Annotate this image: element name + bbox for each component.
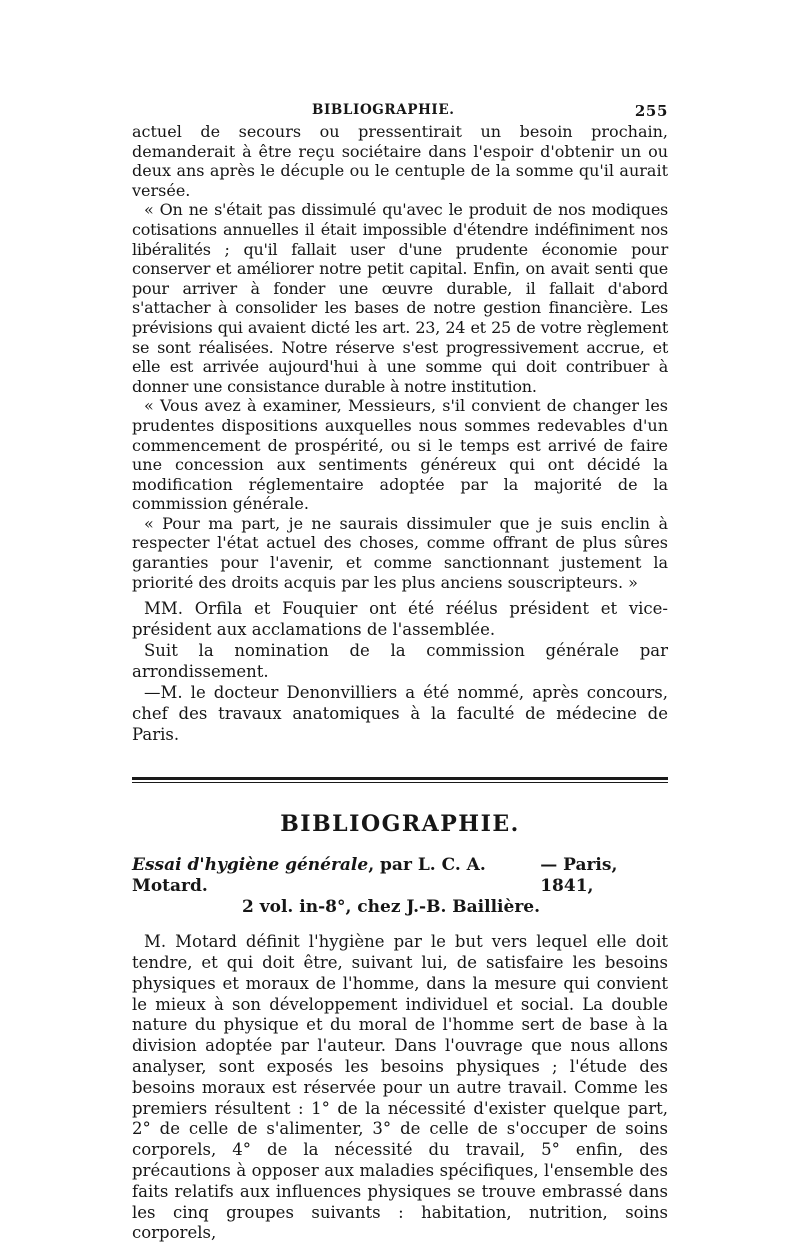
page-number: 255 bbox=[634, 102, 668, 120]
divider-thick-rule bbox=[132, 777, 668, 780]
book-author: , par L. C. A. Motard. bbox=[132, 855, 486, 897]
book-title: Essai d'hygiène générale bbox=[132, 855, 369, 876]
book-details: 2 vol. in-8°, chez J.-B. Baillière. bbox=[242, 897, 541, 918]
book-entry-line bbox=[132, 855, 668, 897]
news-paragraph: MM. Orfila et Fouquier ont été réélus président et vice-président aux acclamations de l'assemblée. bbox=[132, 599, 668, 640]
news-items bbox=[132, 598, 668, 745]
news-paragraph: Suit la nomination de la commission générale par arrondissement. bbox=[132, 641, 668, 682]
divider-thin-rule bbox=[132, 782, 668, 783]
section-title: BIBLIOGRAPHIE. bbox=[280, 811, 520, 838]
speech-text bbox=[132, 122, 668, 592]
speech-paragraph: « On ne s'était pas dissimulé qu'avec le produit de nos modiques cotisations annuelles il était impossible d'étendre indéfiniment nos libéralités ; qu'il fallait user d'une prudente économie pour conserver et améliorer notre petit capital. Enfin, on avait senti que pour arriver à fonder une œuvre durable, il fallait d'abord s'attacher à consolider les bases de notre gestion financière. Les prévisions qui avaient dicté les art. 23, 24 et 25 de votre règlement se sont réalisées. Notre réserve s'est progressivement accrue, et elle est arrivée aujourd'hui à une somme qui doit contribuer à donner une consistance durable à notre institution. bbox=[132, 200, 668, 396]
news-paragraph: —M. le docteur Denonvilliers a été nommé, après concours, chef des travaux anatomiques à la faculté de médecine de Paris. bbox=[132, 683, 668, 745]
speech-paragraph: actuel de secours ou pressentirait un besoin prochain, demanderait à être reçu sociétaire dans l'espoir d'obtenir un ou deux ans après le décuple ou le centuple de la somme qu'il aurait versée. bbox=[132, 122, 668, 200]
review-text bbox=[132, 932, 668, 1244]
review-paragraph: M. Motard définit l'hygiène par le but vers lequel elle doit tendre, et qui doit être, suivant lui, de satisfaire les besoins physiques et moraux de l'homme, dans la mesure qui convient le mieux à son développement individuel et social. La double nature du physique et du moral de l'homme sert de base à la division adoptée par l'auteur. Dans l'ouvrage que nous allons analyser, sont exposés les besoins physiques ; l'étude des besoins moraux est réservée pour un autre travail. Comme les premiers résultent : 1° de la nécessité d'exister quelque part, 2° de celle de s'alimenter, 3° de celle de s'occuper de soins corporels, 4° de la nécessité du travail, 5° enfin, des précautions à opposer aux maladies spécifiques, l'ensemble des faits relatifs aux influences physiques se trouve embrassé dans les cinq groupes suivants : habitation, nutrition, soins corporels, bbox=[132, 932, 668, 1243]
running-title: BIBLIOGRAPHIE. bbox=[312, 102, 455, 118]
running-head bbox=[132, 98, 668, 122]
speech-paragraph: « Vous avez à examiner, Messieurs, s'il convient de changer les prudentes dispositions auxquelles nous sommes redevables d'un commencement de prospérité, ou si le temps est arrivé de faire une concession aux sentiments généreux qui ont décidé la modification réglementaire adoptée par la majorité de la commission générale. bbox=[132, 396, 668, 514]
book-title-author bbox=[132, 855, 540, 897]
speech-paragraph: « Pour ma part, je ne saurais dissimuler que je suis enclin à respecter l'état actuel des choses, comme offrant de plus sûres garanties pour l'avenir, et comme sanctionnant justement la priorité des droits acquis par les plus anciens souscripteurs. » bbox=[132, 513, 668, 592]
book-entry bbox=[132, 855, 668, 918]
section-divider bbox=[132, 777, 668, 785]
book-place-date: — Paris, 1841, bbox=[540, 855, 618, 897]
book-page bbox=[132, 98, 668, 1244]
